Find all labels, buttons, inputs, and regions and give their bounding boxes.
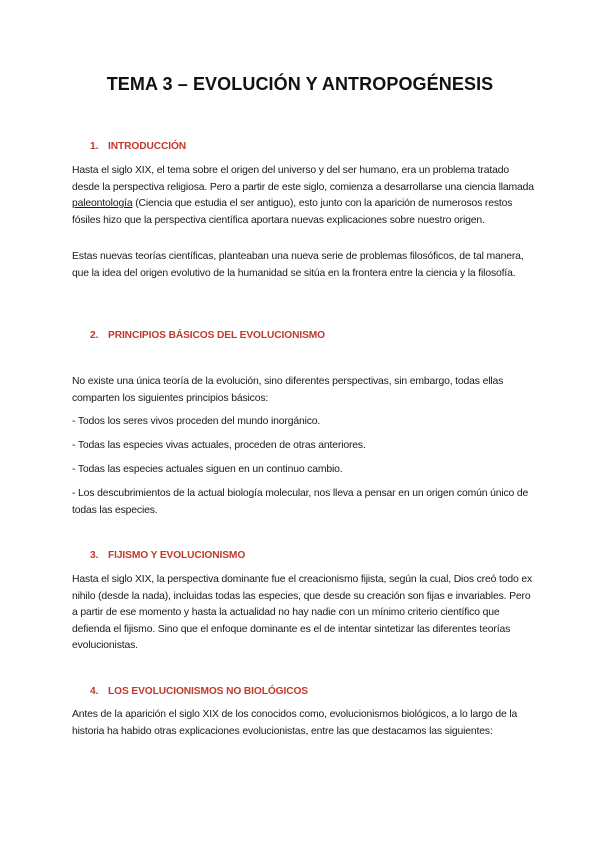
list-item: - Todas las especies vivas actuales, proceden de otras anteriores.	[72, 440, 366, 451]
paragraph-intro-2: Estas nuevas teorías científicas, planteaban una nueva serie de problemas filosóficos, de tal manera, que la idea del origen evolutivo de la humanidad se sitúa en la frontera entre la ciencia y la filosofía.	[72, 251, 524, 279]
section-number: 4.	[90, 686, 99, 697]
section-title: PRINCIPIOS BÁSICOS DEL EVOLUCIONISMO	[108, 330, 325, 341]
section-heading-introduccion	[90, 141, 186, 152]
section-number: 3.	[90, 550, 99, 561]
text-run: (Ciencia que estudia el ser antiguo), esto junto con la aparición de numerosos restos fósiles hizo que la perspectiva científica aportara nuevas explicaciones sobre nuestro origen.	[72, 198, 513, 226]
section-heading-fijismo	[90, 550, 245, 561]
section-title: INTRODUCCIÓN	[108, 141, 187, 152]
list-item: - Todos los seres vivos proceden del mundo inorgánico.	[72, 416, 321, 427]
underlined-term: paleontología	[72, 198, 133, 210]
list-item: - Los descubrimientos de la actual biología molecular, nos lleva a pensar en un origen común único de todas las especies.	[72, 488, 529, 516]
section-heading-principios	[90, 330, 325, 341]
section-number: 1.	[90, 141, 99, 152]
section-title: LOS EVOLUCIONISMOS NO BIOLÓGICOS	[108, 686, 308, 697]
list-item: - Todas las especies actuales siguen en un continuo cambio.	[72, 464, 343, 475]
section-number: 2.	[90, 330, 99, 341]
text-run: Hasta el siglo XIX, el tema sobre el origen del universo y del ser humano, era un problema tratado desde la perspectiva religiosa. Pero a partir de este siglo, comienza a desarrollarse una ciencia llamada	[72, 165, 534, 193]
paragraph-fijismo: Hasta el siglo XIX, la perspectiva dominante fue el creacionismo fijista, según la cual, Dios creó todo ex nihilo (desde la nada), incluidas todas las especies, que desde su creación son fijas e invariables. Pero a partir de ese momento y hasta la actualidad no hay nadie con un mínimo criterio científico que defienda el fijismo. Sino que el enfoque dominante es el de intentar sintetizar las diferentes teorías evolucionistas.	[72, 574, 533, 652]
paragraph-intro-1	[72, 163, 534, 229]
section-title: FIJISMO Y EVOLUCIONISMO	[108, 550, 246, 561]
section-heading-evolucionismos	[90, 686, 308, 697]
paragraph-principios-intro: No existe una única teoría de la evolución, sino diferentes perspectivas, sin embargo, todas ellas comparten los siguientes principios básicos:	[72, 376, 504, 404]
document-title: TEMA 3 – EVOLUCIÓN Y ANTROPOGÉNESIS	[106, 74, 494, 94]
paragraph-evolucionismos: Antes de la aparición el siglo XIX de los conocidos como, evolucionismos biológicos, a lo largo de la historia ha habido otras explicaciones evolucionistas, entre las que destacamos las siguientes:	[72, 709, 518, 737]
